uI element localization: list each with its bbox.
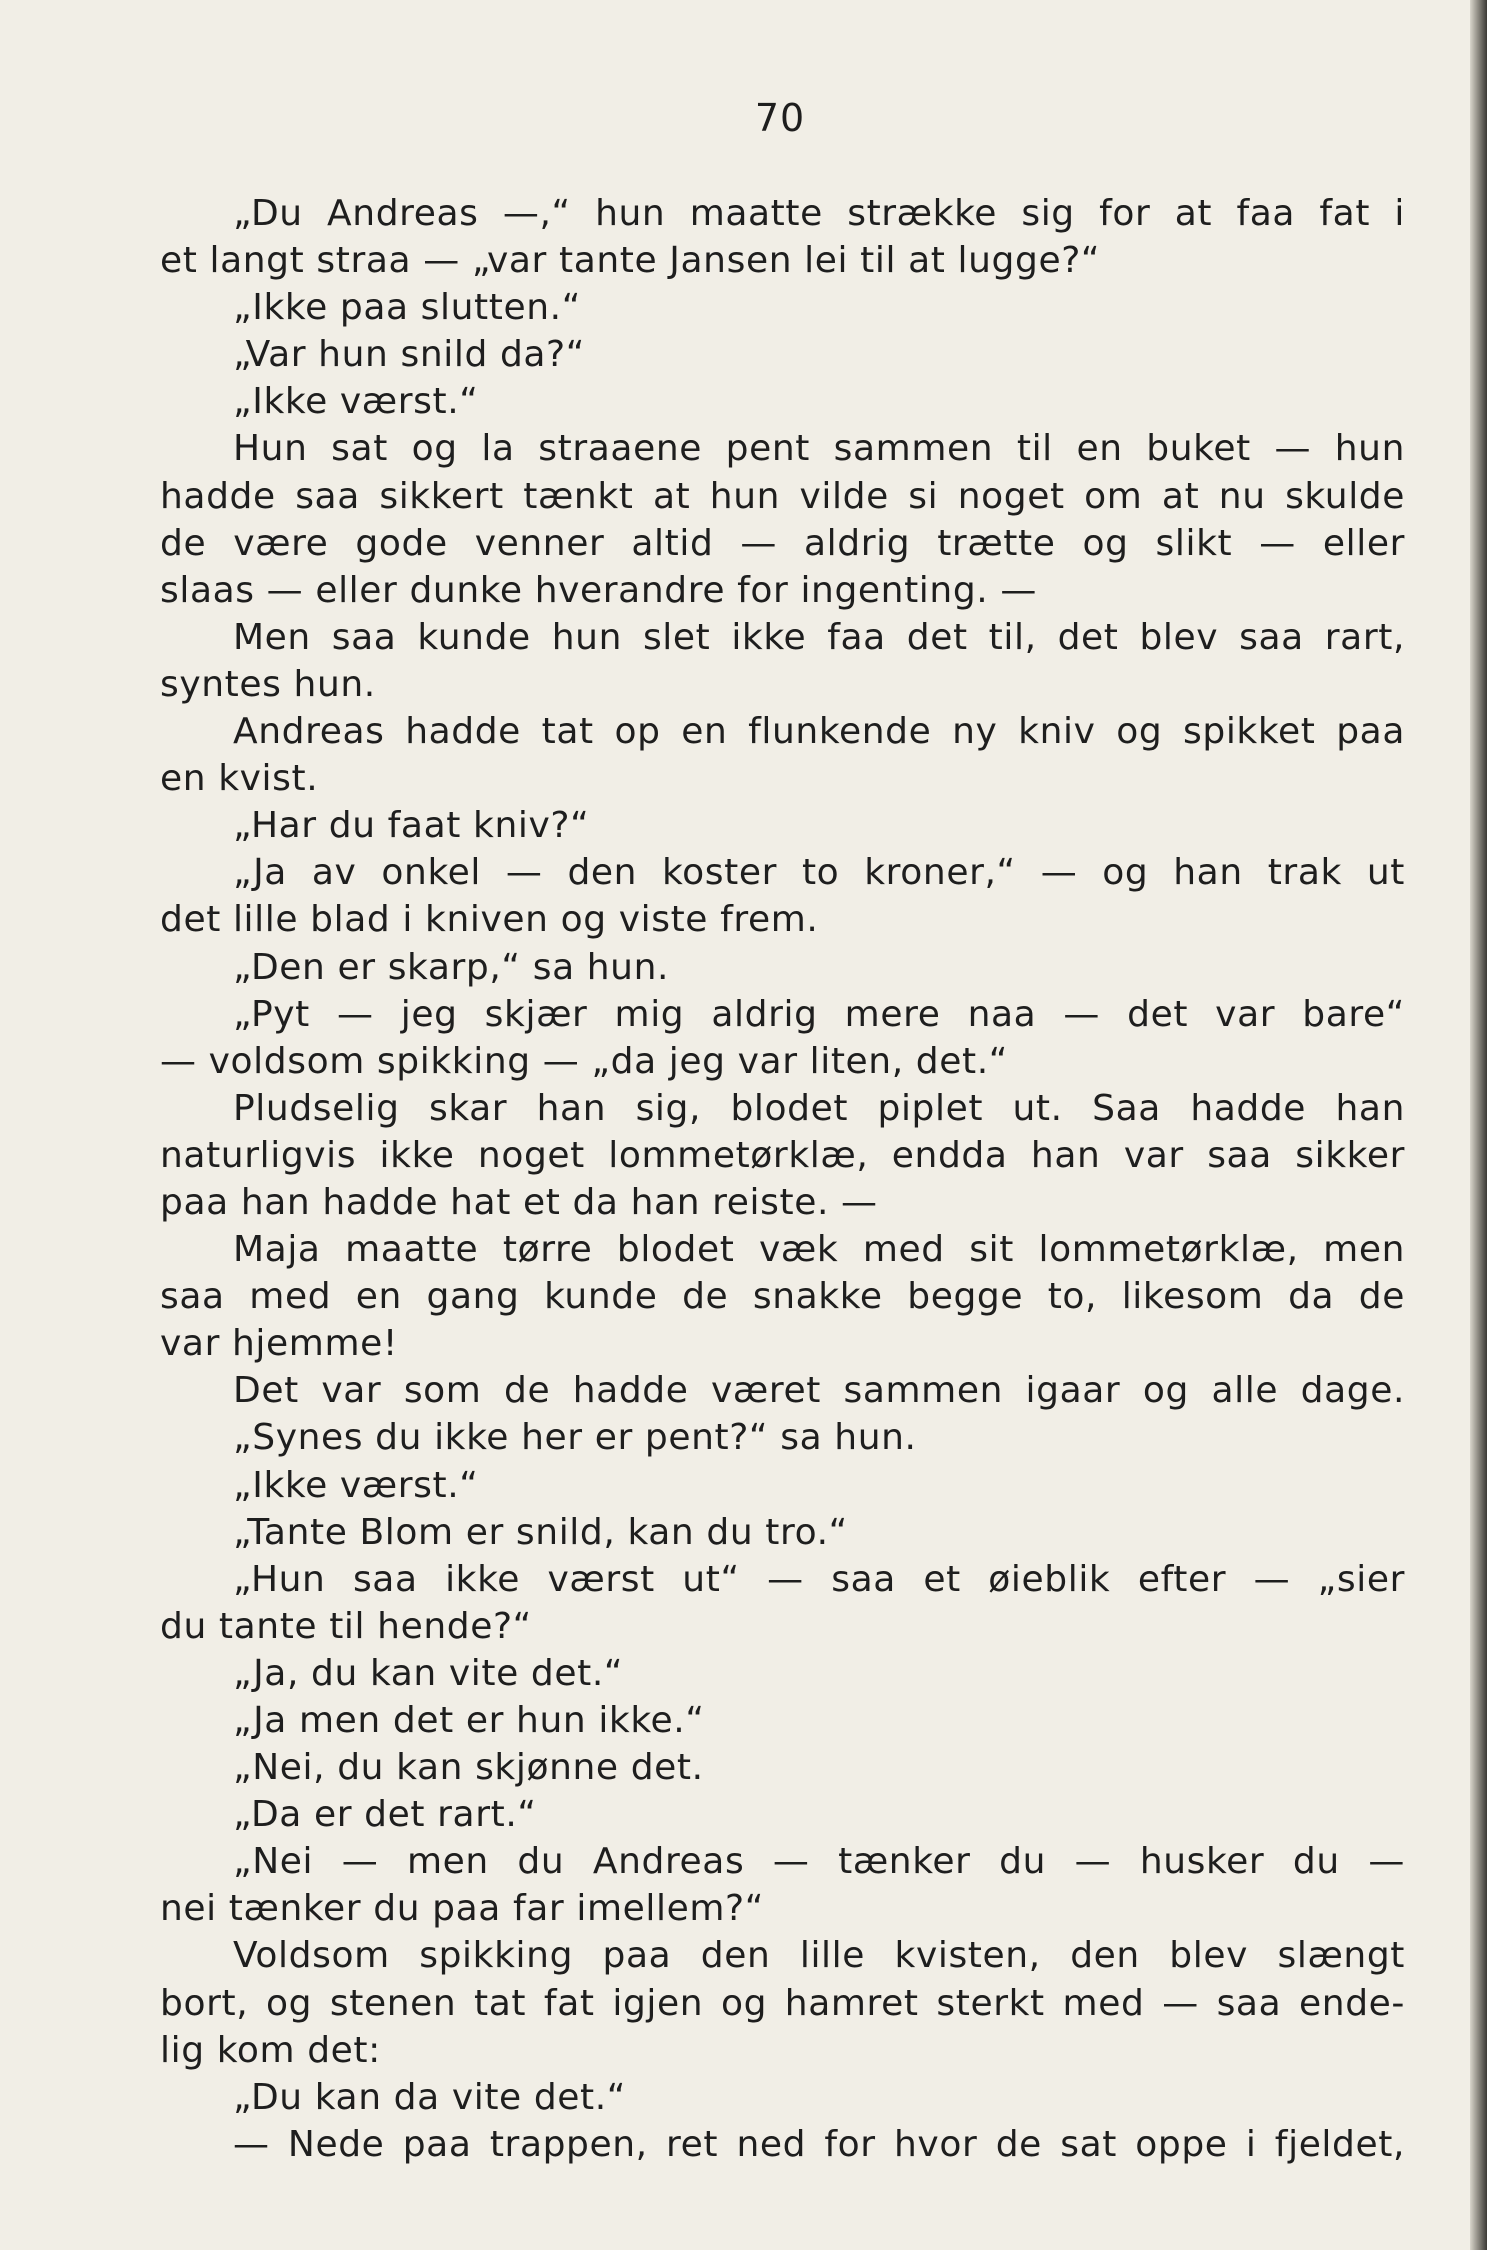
- text-line: „Synes du ikke her er pent?“ sa hun.: [233, 1417, 917, 1459]
- text-line: „Ikke paa slutten.“: [233, 287, 581, 329]
- text-line: „Ikke værst.“: [233, 1464, 479, 1506]
- text-line: „Nei, du kan skjønne det.: [233, 1747, 704, 1789]
- text-line: Det var som de hadde været sammen igaar og alle dage.: [233, 1370, 1405, 1412]
- text-line: nei tænker du paa far imellem?“: [160, 1888, 764, 1930]
- text-line: „Ja men det er hun ikke.“: [233, 1700, 705, 1741]
- text-line: en kvist.: [160, 758, 319, 800]
- text-line: „Ja av onkel — den koster to kroner,“ — og han trak ut: [233, 852, 1405, 894]
- text-line: Andreas hadde tat op en flunkende ny kniv og spikket paa: [233, 711, 1405, 753]
- text-line: paa han hadde hat et da han reiste. —: [160, 1181, 878, 1223]
- text-line: Maja maatte tørre blodet væk med sit lommetørklæ, men: [233, 1229, 1405, 1271]
- text-line: „Da er det rart.“: [233, 1794, 537, 1836]
- text-line: naturligvis ikke noget lommetørklæ, endda han var saa sikker: [160, 1134, 1405, 1176]
- text-line: Men saa kunde hun slet ikke faa det til, det blev saa rart,: [233, 616, 1405, 658]
- text-line: „Du Andreas —,“ hun maatte strække sig for at faa fat i: [233, 193, 1405, 234]
- text-line: „Ja, du kan vite det.“: [233, 1652, 624, 1694]
- text-line: hadde saa sikkert tænkt at hun vilde si noget om at nu skulde: [160, 475, 1405, 517]
- text-line: saa med en gang kunde de snakke begge to, likesom da de: [160, 1276, 1405, 1318]
- text-line: de være gode venner altid — aldrig trætte og slikt — eller: [160, 522, 1405, 564]
- text-line: „Tante Blom er snild, kan du tro.“: [233, 1511, 848, 1553]
- text-line: lig kom det:: [160, 2029, 381, 2071]
- text-line: „Hun saa ikke værst ut“ — saa et øieblik efter — „sier: [233, 1558, 1405, 1600]
- text-line: — Nede paa trappen, ret ned for hvor de sat oppe i fjeldet,: [233, 2123, 1405, 2165]
- text-line: „Var hun snild da?“: [233, 334, 586, 376]
- text-line: var hjemme!: [160, 1323, 398, 1365]
- text-line: slaas — eller dunke hverandre for ingenting. —: [160, 569, 1037, 611]
- page-number: 70: [754, 96, 806, 140]
- text-line: „Den er skarp,“ sa hun.: [233, 946, 670, 988]
- text-line: et langt straa — „var tante Jansen lei til at lugge?“: [160, 240, 1101, 282]
- page-edge: [1470, 0, 1487, 2250]
- text-line: bort, og stenen tat fat igjen og hamret sterkt med — saa ende-: [160, 1982, 1405, 2024]
- text-line: „Nei — men du Andreas — tænker du — husker du —: [233, 1841, 1405, 1883]
- text-line: det lille blad i kniven og viste frem.: [160, 899, 819, 941]
- text-line: — voldsom spikking — „da jeg var liten, det.“: [160, 1040, 1009, 1082]
- text-line: Pludselig skar han sig, blodet piplet ut. Saa hadde han: [233, 1087, 1405, 1129]
- text-line: Voldsom spikking paa den lille kvisten, den blev slængt: [233, 1935, 1405, 1977]
- text-line: „Pyt — jeg skjær mig aldrig mere naa — det var bare“: [233, 993, 1405, 1035]
- text-line: Hun sat og la straaene pent sammen til en buket — hun: [233, 428, 1405, 470]
- text-line: du tante til hende?“: [160, 1605, 532, 1647]
- text-line: „Har du faat kniv?“: [233, 805, 590, 847]
- text-line: „Ikke værst.“: [233, 381, 479, 423]
- text-line: syntes hun.: [160, 663, 376, 705]
- text-line: „Du kan da vite det.“: [233, 2076, 627, 2118]
- body-text: [160, 190, 1405, 2168]
